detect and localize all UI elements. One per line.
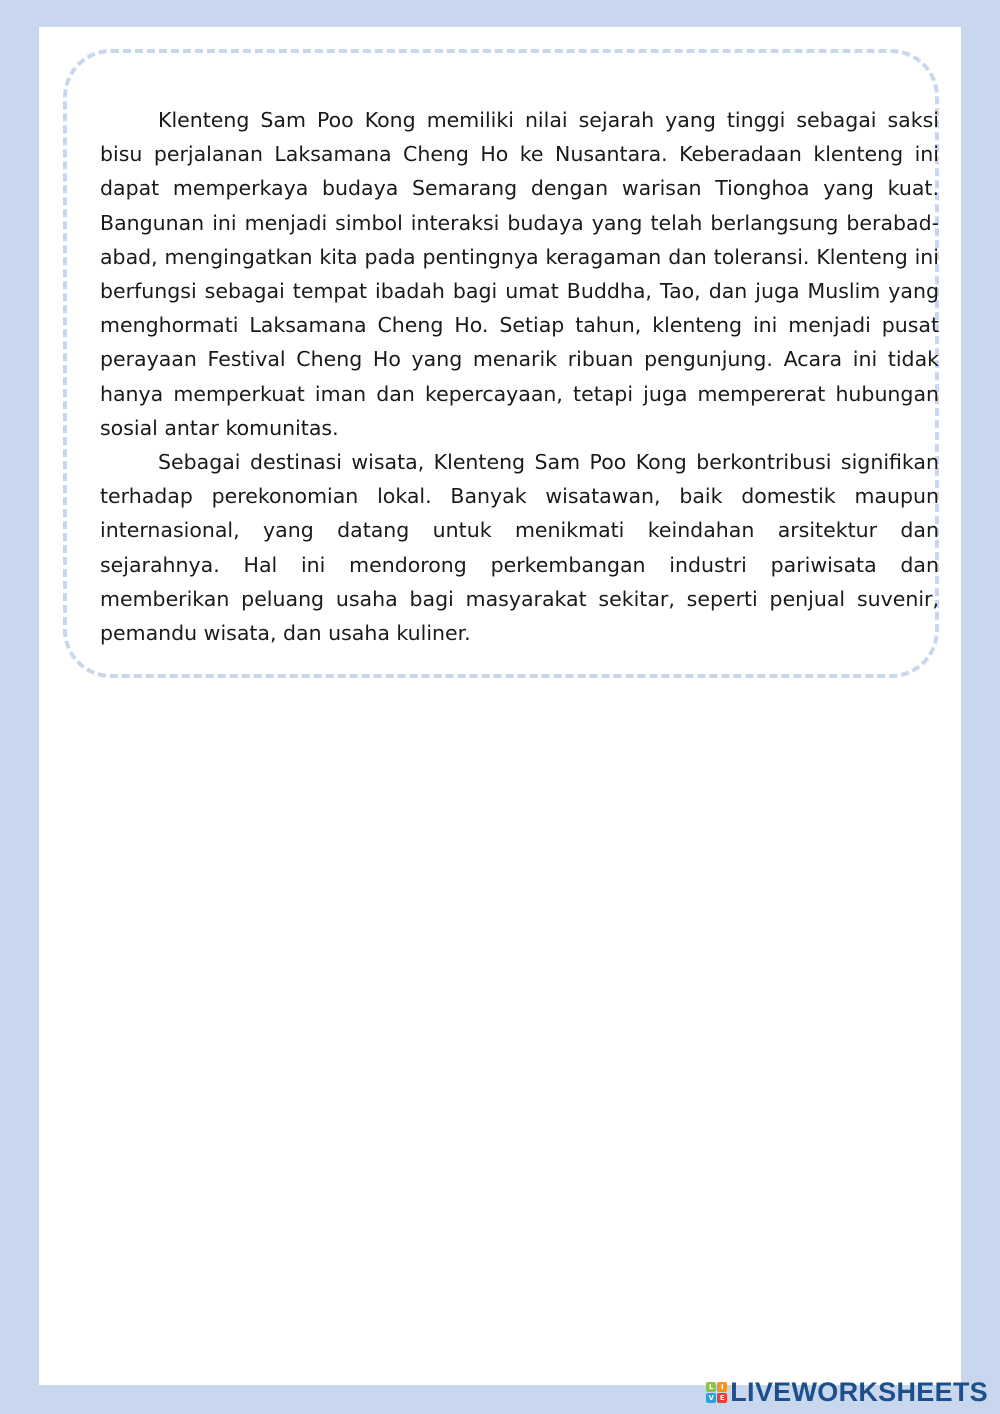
reading-text	[100, 103, 939, 650]
paragraph-2: Sebagai destinasi wisata, Klenteng Sam Poo Kong berkontribusi signifikan terhadap perekonomian lokal. Banyak wisatawan, baik domestik maupun internasional, yang datang untuk menikmati keindahan arsitektur dan sejarahnya. Hal ini mendorong perkembangan industri pariwisata dan memberikan peluang usaha bagi masyarakat sekitar, seperti penjual suvenir, pemandu wisata, dan usaha kuliner.	[100, 450, 939, 646]
mark-tile-v: V	[706, 1393, 716, 1403]
mark-tile-i: I	[717, 1382, 727, 1392]
paragraph-1: Klenteng Sam Poo Kong memiliki nilai sejarah yang tinggi sebagai saksi bisu perjalanan Laksamana Cheng Ho ke Nusantara. Keberadaan klenteng ini dapat memperkaya budaya Semarang dengan warisan Tionghoa yang kuat. Bangunan ini menjadi simbol interaksi budaya yang telah berlangsung berabad-abad, mengingatkan kita pada pentingnya keragaman dan toleransi. Klenteng ini berfungsi sebagai tempat ibadah bagi umat Buddha, Tao, dan juga Muslim yang menghormati Laksamana Cheng Ho. Setiap tahun, klenteng ini menjadi pusat perayaan Festival Cheng Ho yang menarik ribuan pengunjung. Acara ini tidak hanya memperkuat iman dan kepercayaan, tetapi juga mempererat hubungan sosial antar komunitas.	[100, 108, 939, 440]
liveworksheets-logo	[706, 1377, 988, 1408]
liveworksheets-mark-icon	[706, 1382, 727, 1403]
mark-tile-l: L	[706, 1382, 716, 1392]
mark-tile-e: E	[717, 1393, 727, 1403]
brand-wordmark: LIVEWORKSHEETS	[730, 1377, 988, 1407]
worksheet-page	[39, 27, 961, 1385]
